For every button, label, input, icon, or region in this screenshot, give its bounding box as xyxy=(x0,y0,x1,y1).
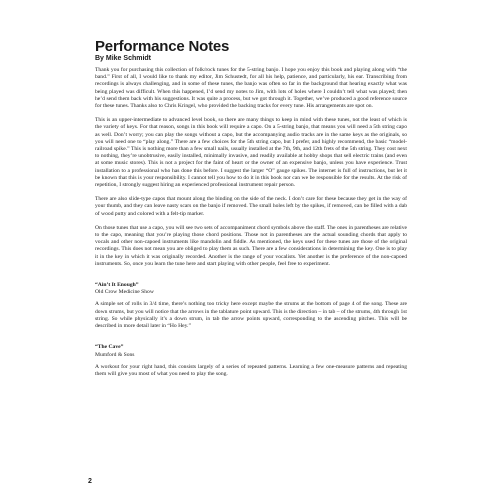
author-byline: By Mike Schmidt xyxy=(95,55,152,62)
capo-paragraph: This is an upper-intermediate to advanced level book, so there are many things to keep in mind with these tunes, not the least of which is the variety of keys. For that reason, songs in this book will require a capo. On a 5-string banjo, that means you will need a 5th string capo as well. Don’t worry; you can play the songs without a capo, but the accompanying audio tracks are in the same keys as the originals, so you will need one to “play along.” There are a few choices for the 5th string capo, but I prefer, and highly recommend, the basic “model-railroad spike.” This is nothing more than a few small nails, usually installed at the 7th, 9th, and 12th frets of the 5th string. They cost next to nothing, they’re unobtrusive, easily installed, minimally invasive, and readily available at hobby shops that sell electric trains (and even at some music stores). This is not a project for the faint of heart or the owner of an expensive banjo, unless you have experience. Trust installation to a professional who has done this before. I suggest the larger “O” gauge spikes. The internet is full of instructions, but let it be known that this is your responsibility. I cannot tell you how to do it in this book nor can we be responsible for the results. At the risk of repetition, I strongly suggest hiring an experienced professional instrument repair person. xyxy=(95,117,407,189)
song-section xyxy=(95,282,407,330)
page-title: Performance Notes xyxy=(95,38,230,55)
slide-capo-paragraph: There are also slide-type capos that mount along the binding on the side of the neck. I don’t care for these because they get in the way of your thumb, and they can leave nasty scars on the banjo if removed. The small holes left by the spikes, if removed, can be filled with a dab of wood putty and colored with a felt-tip marker. xyxy=(95,196,407,217)
song-artist: Old Crow Medicine Show xyxy=(95,289,154,296)
intro-paragraph: Thank you for purchasing this collection of folk/rock tunes for the 5-string banjo. I hope you enjoy this book and playing along with “the band.” First of all, I would like to thank my editor, Jim Schustedt, for all his help, patience, and particularly, his ear. Transcribing from recordings is always challenging, and in some of these tunes, the banjo was often so far in the background that hearing exactly what was being played was difficult. When this happened, I’d send my notes to Jim, with lots of holes where I couldn’t tell what was played; then he’d send them back with his suggestions. It was quite a process, but we got through it. Together, we’ve produced a good reference source for these tunes. Thanks also to Chris Kringel, who provided the backing tracks for every tune. His arrangements are spot on. xyxy=(95,67,407,110)
song-title: “The Cave” xyxy=(95,344,124,351)
song-title: “Ain’t It Enough” xyxy=(95,282,139,289)
page-number: 2 xyxy=(88,478,92,485)
song-notes: A simple set of rolls in 3/4 time, there’s nothing too tricky here except maybe the strums at the bottom of page 4 of the song. These are down strums, but you will notice that the arrows in the tablature point upward. This is the direction – in tab – of the strums, 4th through 1st string. So while physically it’s a down strum, in tab the arrow points upward, corresponding to the ascending pitches. This will be described in more detail later in “Ho Hey.” xyxy=(95,301,407,330)
chord-symbols-paragraph: On those tunes that use a capo, you will see two sets of accompaniment chord symbols above the staff. The ones in parentheses are relative to the capo, meaning that you’re playing those chord positions. Those not in parentheses are the actual sounding chords that apply to vocals and other non-capoed instruments like mandolin and fiddle. As mentioned, the keys used for these tunes are those of the original recordings. This does not mean you are obliged to play them as such. There are a few considerations in determining the key. One is to play it in the key in which it was originally recorded. Another is the range of your vocalists. Yet another is the preference of the non-capoed instruments. So, once you learn the tune here and start playing with other people, feel free to experiment. xyxy=(95,224,407,267)
body-content xyxy=(95,67,407,385)
song-notes: A workout for your right hand, this consists largely of a series of repeated patterns. Learning a few one-measure patterns and repeating them will give you most of what you need to play the song. xyxy=(95,363,407,377)
song-section xyxy=(95,344,407,378)
song-artist: Mumford & Sons xyxy=(95,351,135,358)
